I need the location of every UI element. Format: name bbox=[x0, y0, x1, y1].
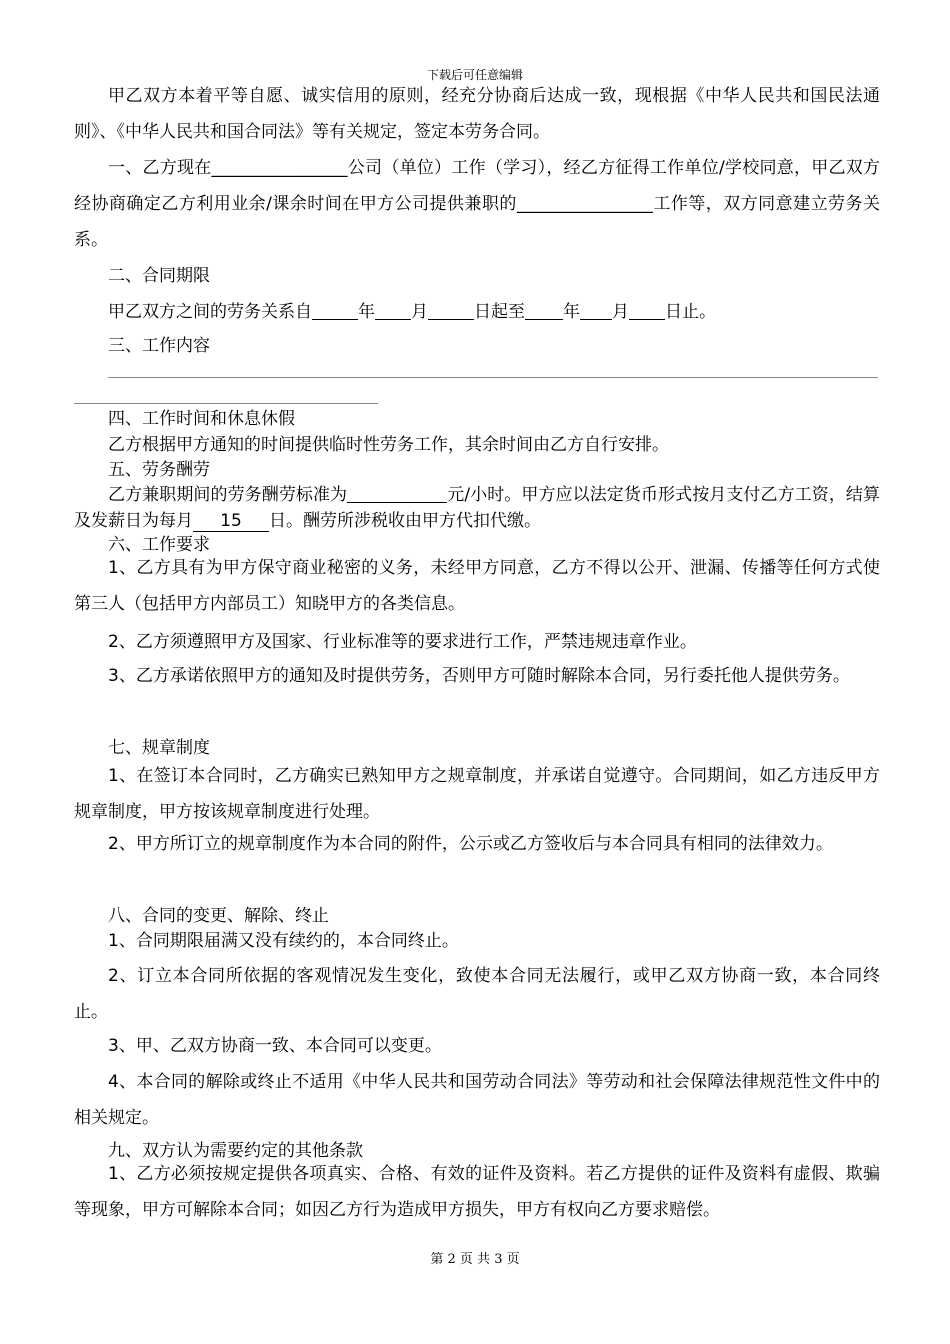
end-year-blank bbox=[525, 299, 563, 320]
job-blank: ________________ bbox=[516, 194, 653, 214]
rules-2-paragraph: 2、甲方所订立的规章制度作为本合同的附件，公示或乙方签收后与本合同具有相同的法律效力。 bbox=[108, 834, 833, 854]
term-end-year-label: 年 bbox=[563, 302, 580, 322]
termination-1-paragraph: 1、合同期限届满又没有续约的，本合同终止。 bbox=[108, 931, 459, 951]
hourly-rate-blank bbox=[347, 482, 447, 503]
clause-1-text-a: 一、乙方现在 bbox=[108, 158, 212, 178]
end-month-blank bbox=[580, 299, 612, 320]
work-content-line-2 bbox=[74, 403, 378, 404]
work-content-line-1 bbox=[108, 377, 878, 378]
employer-blank: ________________ bbox=[211, 158, 348, 178]
section-7-heading: 七、规章制度 bbox=[108, 738, 210, 758]
term-end-month-label: 月 bbox=[612, 302, 629, 322]
term-text-end: 日止。 bbox=[665, 302, 716, 322]
clause-1-text-b: 公司（单位）工作（学习），经乙方征得工作单位/学校同意，甲乙双方经协商确定乙方利用业余/课余时间在甲方公司提供兼职的 bbox=[74, 158, 880, 214]
payday-value: 15 bbox=[193, 511, 269, 532]
termination-2-paragraph: 2、订立本合同所依据的客观情况发生变化，致使本合同无法履行，或甲乙双方协商一致，本合同终止。 bbox=[74, 966, 880, 1022]
clause-1-paragraph bbox=[74, 150, 880, 258]
other-1-paragraph: 1、乙方必须按规定提供各项真实、合格、有效的证件及资料。若乙方提供的证件及资料有虚假、欺骗等现象，甲方可解除本合同；如因乙方行为造成甲方损失，甲方有权向乙方要求赔偿。 bbox=[74, 1164, 880, 1220]
remuneration-paragraph bbox=[74, 482, 880, 534]
termination-3-paragraph: 3、甲、乙双方协商一致、本合同可以变更。 bbox=[108, 1036, 442, 1056]
requirement-2-paragraph: 2、乙方须遵照甲方及国家、行业标准等的要求进行工作，严禁违规违章作业。 bbox=[108, 632, 697, 652]
section-2-heading: 二、合同期限 bbox=[108, 266, 210, 286]
section-6-heading: 六、工作要求 bbox=[108, 535, 210, 555]
remuneration-text-b: 元/小时。甲方应以法定货币形式按月支付乙方工资，结算及发薪日为每月 bbox=[74, 485, 881, 531]
page-footer: 第 2 页 共 3 页 bbox=[430, 1252, 520, 1267]
term-year-label: 年 bbox=[358, 302, 375, 322]
section-3-heading: 三、工作内容 bbox=[108, 336, 210, 356]
term-paragraph bbox=[74, 294, 880, 330]
requirement-3-paragraph: 3、乙方承诺依照甲方的通知及时提供劳务，否则甲方可随时解除本合同，另行委托他人提供劳务。 bbox=[108, 666, 850, 686]
start-year-blank bbox=[312, 299, 358, 320]
preamble-paragraph: 甲乙双方本着平等自愿、诚实信用的原则，经充分协商后达成一致，现根据《中华人民共和国民法通则》、《中华人民共和国合同法》等有关规定，签定本劳务合同。 bbox=[74, 86, 880, 142]
section-8-heading: 八、合同的变更、解除、终止 bbox=[108, 906, 329, 926]
requirement-1-paragraph: 1、乙方具有为甲方保守商业秘密的义务，未经甲方同意，乙方不得以公开、泄漏、传播等任何方式使第三人（包括甲方内部员工）知晓甲方的各类信息。 bbox=[74, 558, 880, 614]
remuneration-text-c: 日。酬劳所涉税收由甲方代扣代缴。 bbox=[269, 511, 541, 531]
end-day-blank bbox=[629, 299, 665, 320]
clause-1-text-c: 工作等，双方同意建立劳务关系。 bbox=[74, 194, 880, 250]
page-header: 下载后可任意编辑 bbox=[426, 68, 523, 82]
term-text-to: 日起至 bbox=[474, 302, 525, 322]
start-month-blank bbox=[375, 299, 411, 320]
term-text-start: 甲乙双方之间的劳务关系自 bbox=[108, 302, 312, 322]
termination-4-paragraph: 4、本合同的解除或终止不适用《中华人民共和国劳动合同法》等劳动和社会保障法律规范性文件中的相关规定。 bbox=[74, 1072, 880, 1128]
term-month-label: 月 bbox=[411, 302, 428, 322]
remuneration-text-a: 乙方兼职期间的劳务酬劳标准为 bbox=[108, 485, 348, 505]
section-4-heading: 四、工作时间和休息休假 bbox=[108, 409, 295, 429]
work-time-paragraph: 乙方根据甲方通知的时间提供临时性劳务工作，其余时间由乙方自行安排。 bbox=[108, 435, 669, 455]
rules-1-paragraph: 1、在签订本合同时，乙方确实已熟知甲方之规章制度，并承诺自觉遵守。合同期间，如乙方违反甲方规章制度，甲方按该规章制度进行处理。 bbox=[74, 766, 880, 822]
start-day-blank bbox=[428, 299, 474, 320]
section-9-heading: 九、双方认为需要约定的其他条款 bbox=[108, 1141, 363, 1161]
section-5-heading: 五、劳务酬劳 bbox=[108, 460, 210, 480]
